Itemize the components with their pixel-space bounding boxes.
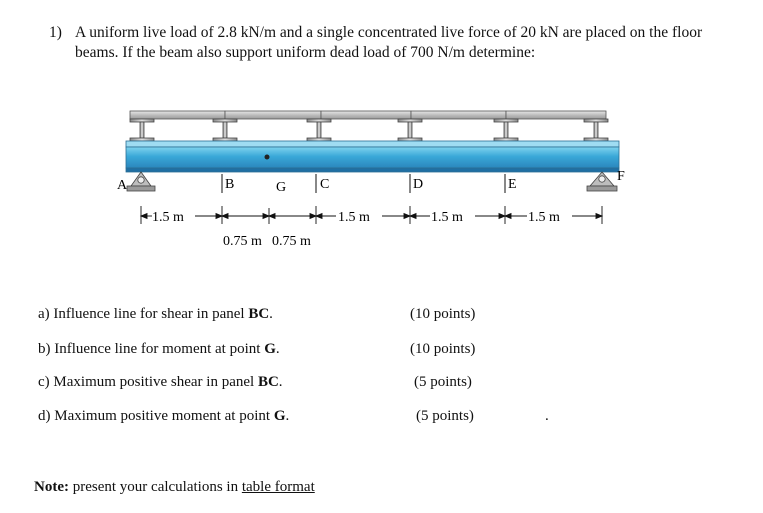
points-a: (10 points) (410, 306, 476, 322)
points-c: (5 points) (414, 374, 472, 390)
point-g-marker (265, 155, 270, 160)
floor-beam-posts (130, 119, 608, 141)
dim-ef: 1.5 m (528, 210, 560, 225)
label-g: G (276, 180, 287, 195)
stray-mark: . (545, 408, 549, 424)
note: Note: present your calculations in table format (34, 479, 315, 495)
dim-de: 1.5 m (431, 210, 463, 225)
problem-line-2: beams. If the beam also support uniform dead load of 700 N/m determine: (75, 44, 536, 61)
dim-bg: 0.75 m (223, 234, 262, 249)
support-a-pin (127, 172, 155, 191)
label-d: D (413, 177, 424, 192)
part-d: d) Maximum positive moment at point G. (38, 408, 290, 424)
dim-ab: 1.5 m (152, 210, 184, 225)
main-girder (126, 141, 619, 172)
panel-point-lines (222, 174, 505, 193)
label-e: E (508, 177, 517, 192)
floor-slabs (130, 111, 606, 119)
label-b: B (225, 177, 235, 192)
dim-cd: 1.5 m (338, 210, 370, 225)
problem-line-1: A uniform live load of 2.8 kN/m and a single concentrated live force of 20 kN are placed on the floor (75, 24, 703, 41)
support-f-pin (587, 172, 617, 191)
label-c: C (320, 177, 330, 192)
problem-number: 1) (49, 24, 62, 41)
dim-gc: 0.75 m (272, 234, 311, 249)
part-b: b) Influence line for moment at point G. (38, 341, 280, 357)
label-f: F (617, 169, 625, 184)
part-c: c) Maximum positive shear in panel BC. (38, 374, 283, 390)
label-a: A (117, 178, 128, 193)
points-b: (10 points) (410, 341, 476, 357)
table-format-text: table format (241, 479, 315, 495)
part-a: a) Influence line for shear in panel BC. (38, 306, 273, 322)
points-d: (5 points) (416, 408, 474, 424)
